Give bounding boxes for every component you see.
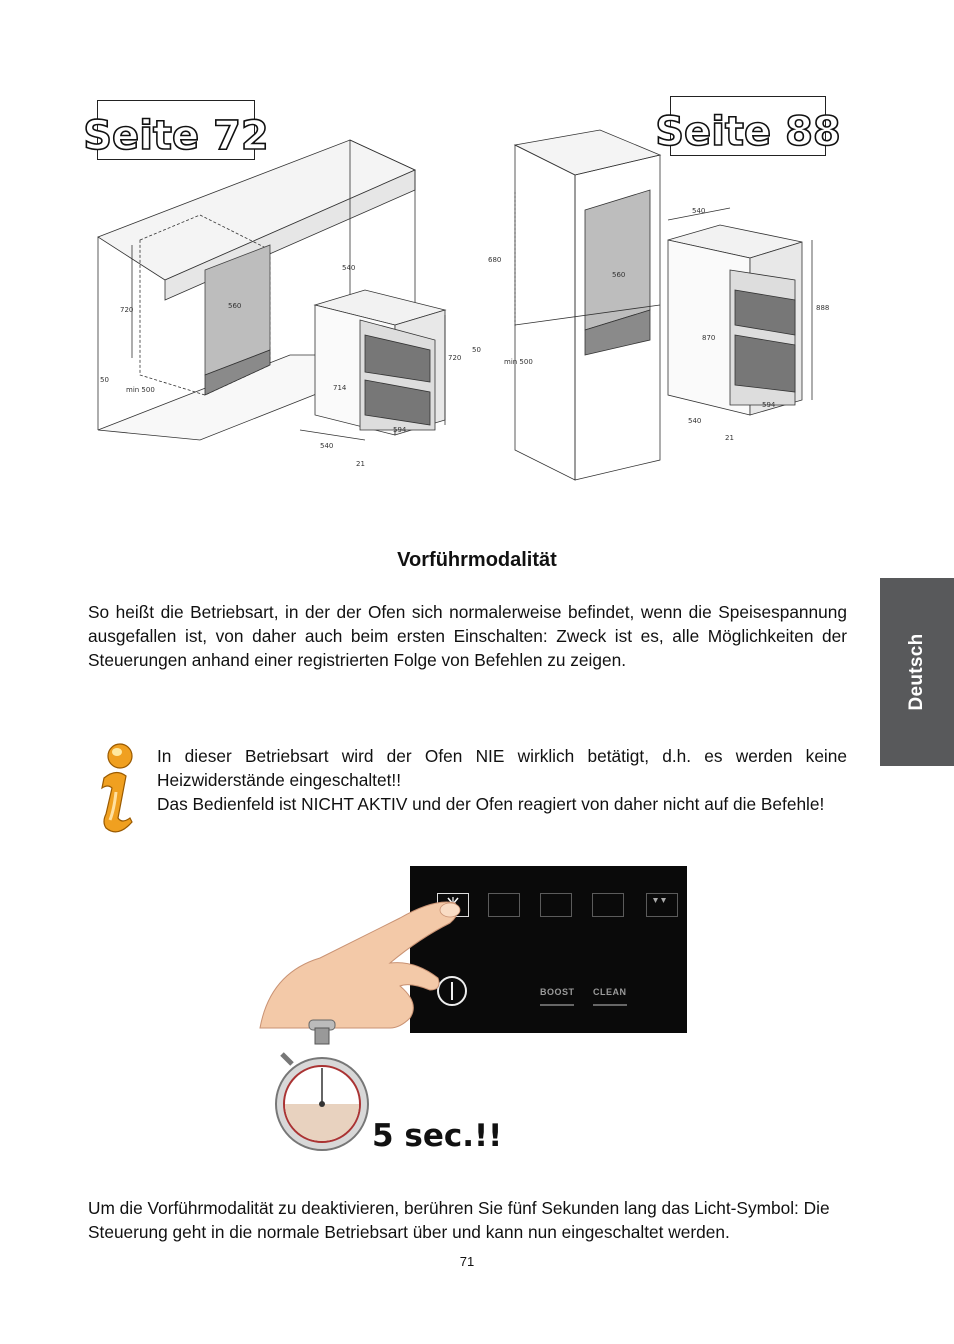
boost-underline <box>540 1004 574 1006</box>
dim-870: 870 <box>702 334 716 342</box>
stopwatch-icon <box>268 1016 374 1152</box>
dim-21-right: 21 <box>725 434 734 442</box>
dim-min500-right: min 500 <box>504 358 533 366</box>
closing-paragraph: Um die Vorführmodalität zu deaktivieren, berühren Sie fünf Sekunden lang das Licht-Symbol: Die Steuerung geht in die normale Betriebsart über und kann nun eingeschaltet werden. <box>88 1198 830 1242</box>
down-button[interactable] <box>646 893 678 917</box>
function-button-3[interactable] <box>592 893 624 917</box>
dim-720-oven: 720 <box>448 354 462 362</box>
dim-594-right: 594 <box>762 401 776 409</box>
dim-50-right: 50 <box>472 346 481 354</box>
boost-button[interactable]: BOOST <box>540 987 575 997</box>
clean-button[interactable]: CLEAN <box>593 987 627 997</box>
hand-illustration <box>250 878 470 1028</box>
dim-560-left: 560 <box>228 302 242 310</box>
double-chevron-down-icon <box>647 894 677 916</box>
function-button-1[interactable] <box>488 893 520 917</box>
info-text-line2: Das Bedienfeld ist NICHT AKTIV und der Ofen reagiert von daher nicht auf die Befehle! <box>157 794 825 814</box>
dim-594-left: 594 <box>393 426 407 434</box>
dim-560-right: 560 <box>612 271 626 279</box>
svg-text:Seite 88: Seite 88 <box>655 109 841 155</box>
dim-540-right-bottom: 540 <box>688 417 702 425</box>
language-tab-label: Deutsch <box>906 633 927 711</box>
intro-paragraph: So heißt die Betriebsart, in der der Ofen sich normalerweise befindet, wenn die Speisespannung ausgefallen ist, von daher auch beim ersten Einschalten: Zweck ist es, alle Möglichkeiten der Steuerungen anhand einer registrierten Folge von Befehlen zu zeigen. <box>88 602 847 670</box>
info-icon <box>86 740 144 838</box>
dim-21-left: 21 <box>356 460 365 468</box>
page-number: 71 <box>459 1254 475 1269</box>
section-title: Vorführmodalität <box>397 549 557 571</box>
dim-680-right: 680 <box>488 256 502 264</box>
function-button-2[interactable] <box>540 893 572 917</box>
dim-540-left-bottom: 540 <box>320 442 334 450</box>
dim-min500-left: min 500 <box>126 386 155 394</box>
five-seconds-label: 5 sec.!! <box>372 1118 503 1154</box>
clean-underline <box>593 1004 627 1006</box>
svg-text:Seite 72: Seite 72 <box>83 113 269 159</box>
info-text-line1: In dieser Betriebsart wird der Ofen NIE wirklich betätigt, d.h. es werden keine Heizwiderstände eingeschaltet!! <box>157 746 847 790</box>
dim-714: 714 <box>333 384 347 392</box>
dim-720-left: 720 <box>120 306 134 314</box>
dim-888: 888 <box>816 304 830 312</box>
dim-50-left: 50 <box>100 376 109 384</box>
dim-540-right-top: 540 <box>692 207 706 215</box>
dim-540-left-top: 540 <box>342 264 356 272</box>
language-tab <box>880 578 954 766</box>
installation-diagram <box>90 130 850 490</box>
